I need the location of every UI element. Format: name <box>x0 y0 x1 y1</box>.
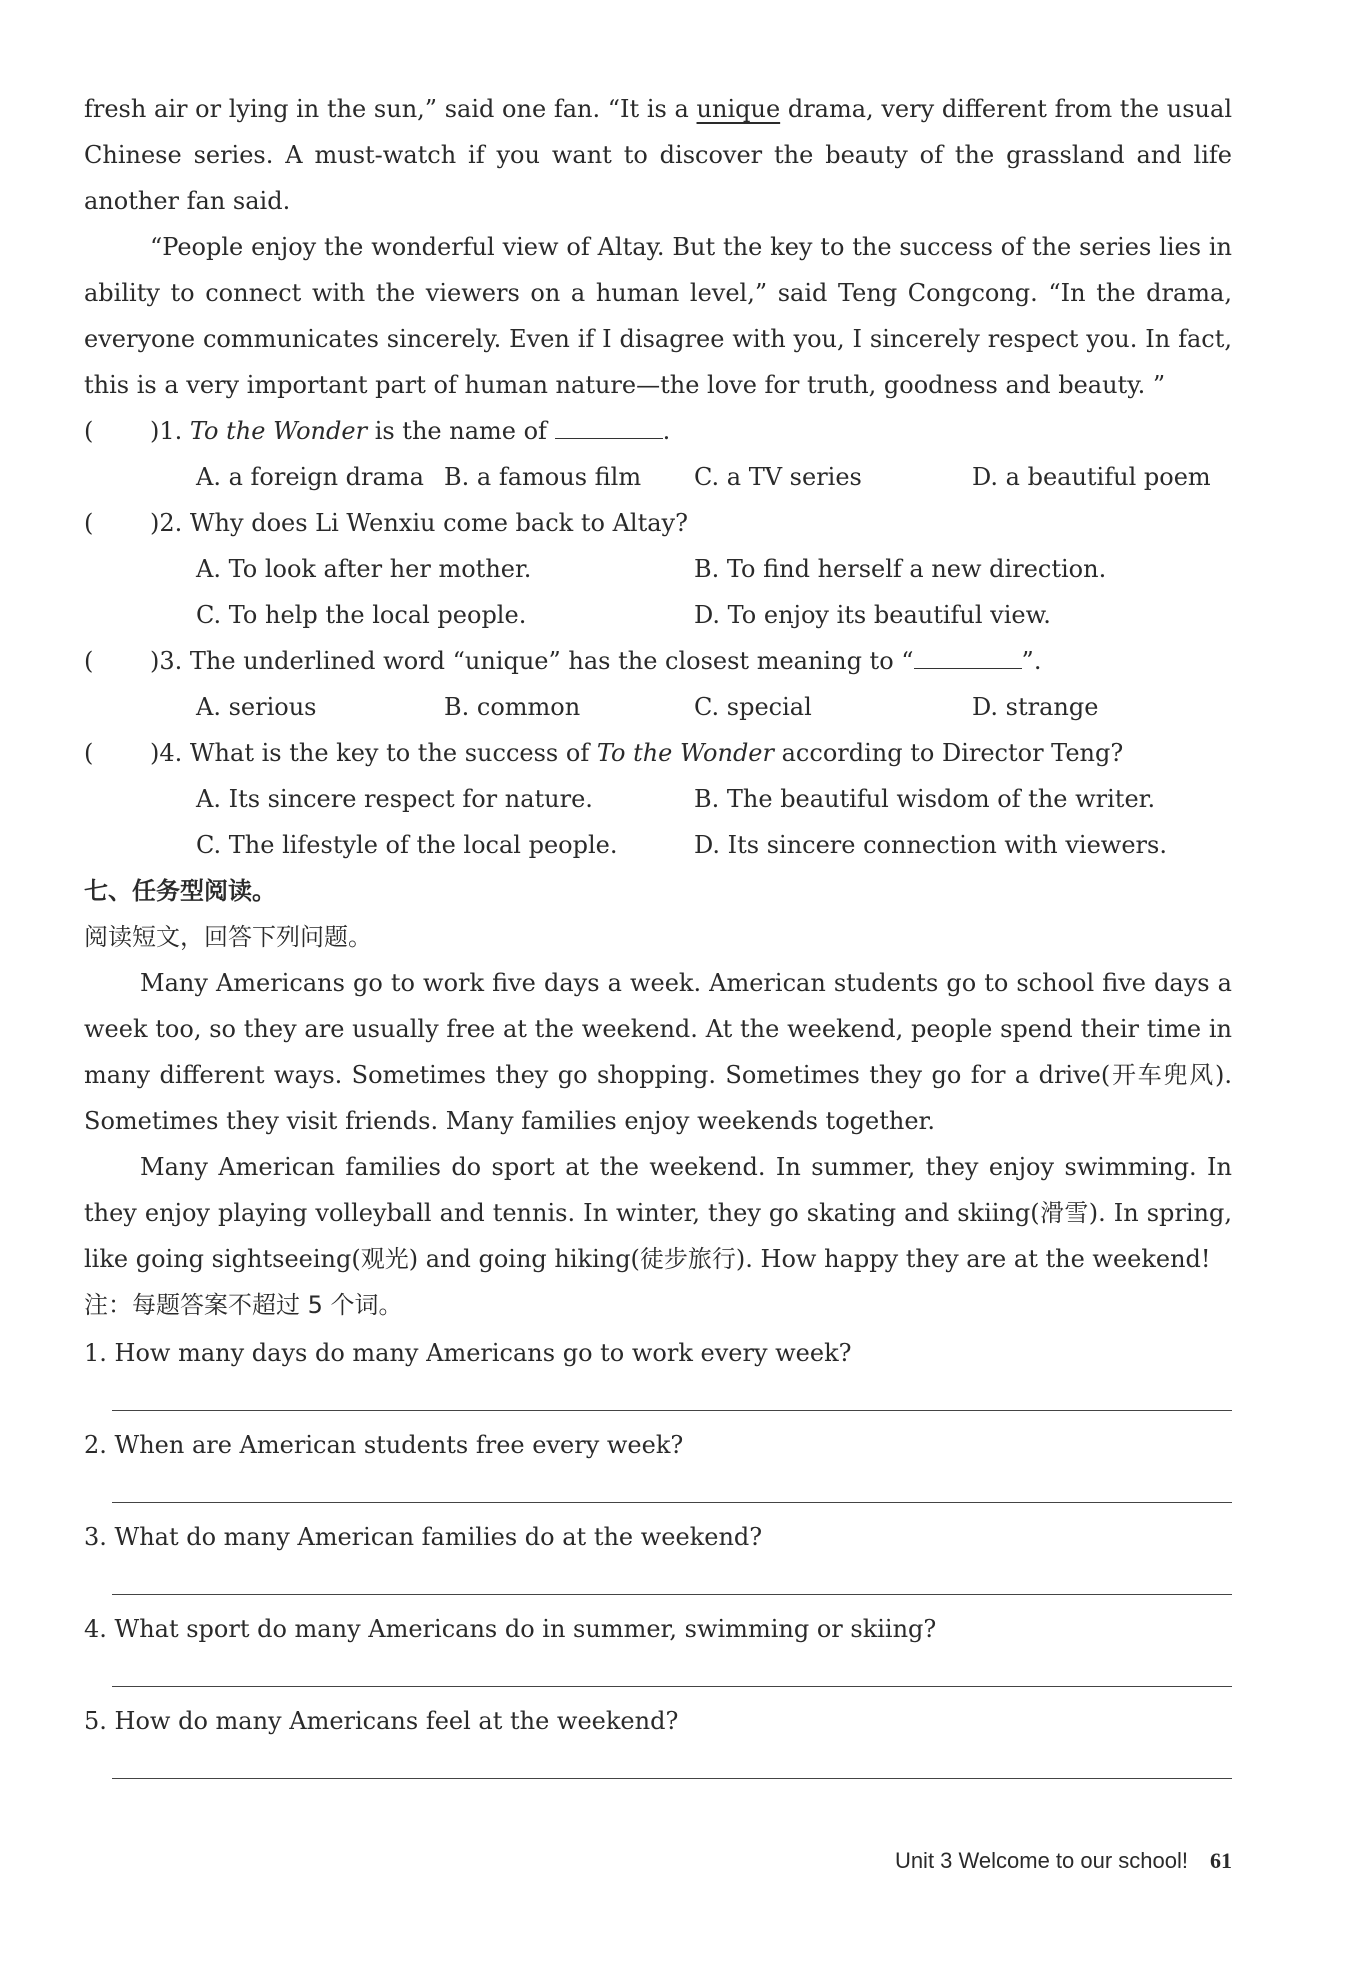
unit-title: Unit 3 Welcome to our school! <box>894 1848 1188 1873</box>
option-a[interactable]: A. serious <box>196 693 317 721</box>
answer-paren[interactable]: ( <box>84 647 94 675</box>
task-question-5: 5. How do many Americans feel at the weekend? <box>84 1707 679 1735</box>
option-c[interactable]: C. a TV series <box>694 463 862 491</box>
answer-paren[interactable]: ( <box>84 739 94 767</box>
task-question-2: 2. When are American students free every week? <box>84 1431 684 1459</box>
page-footer <box>895 1846 1232 1877</box>
option-b[interactable]: B. common <box>444 693 581 721</box>
passage-line: Many Americans go to work five days a week. American students go to school five days a <box>140 969 1232 997</box>
section-heading: 七、任务型阅读。 <box>84 877 276 905</box>
passage-line: week too, so they are usually free at the weekend. At the weekend, people spend their time in <box>84 1015 1232 1043</box>
task-question-1: 1. How many days do many Americans go to work every week? <box>84 1339 852 1367</box>
question-2: )2. Why does Li Wenxiu come back to Altay? <box>150 509 688 537</box>
question-3: )3. The underlined word “unique” has the closest meaning to “ ”. <box>150 647 1042 675</box>
option-a[interactable]: A. Its sincere respect for nature. <box>196 785 593 813</box>
answer-line[interactable] <box>112 1410 1232 1411</box>
option-b[interactable]: B. To find herself a new direction. <box>694 555 1107 583</box>
option-d[interactable]: D. Its sincere connection with viewers. <box>694 831 1167 859</box>
answer-line[interactable] <box>112 1686 1232 1687</box>
answer-line[interactable] <box>112 1778 1232 1779</box>
passage-line: this is a very important part of human nature—the love for truth, goodness and beauty. ” <box>84 371 1166 399</box>
passage-line: everyone communicates sincerely. Even if I disagree with you, I sincerely respect you. In fact, <box>84 325 1232 353</box>
passage-line: like going sightseeing(观光) and going hiking(徒步旅行). How happy they are at the weekend! <box>84 1245 1211 1273</box>
fill-blank[interactable] <box>914 646 1022 669</box>
option-c[interactable]: C. The lifestyle of the local people. <box>196 831 618 859</box>
passage-line: they enjoy playing volleyball and tennis. In winter, they go skating and skiing(滑雪). In spring, <box>84 1199 1232 1227</box>
option-c[interactable]: C. To help the local people. <box>196 601 527 629</box>
option-d[interactable]: D. To enjoy its beautiful view. <box>694 601 1051 629</box>
option-d[interactable]: D. a beautiful poem <box>972 463 1211 491</box>
task-question-3: 3. What do many American families do at the weekend? <box>84 1523 763 1551</box>
answer-paren[interactable]: ( <box>84 417 94 445</box>
answer-line[interactable] <box>112 1502 1232 1503</box>
option-b[interactable]: B. The beautiful wisdom of the writer. <box>694 785 1156 813</box>
passage-line: Chinese series. A must-watch if you want to discover the beauty of the grassland and life <box>84 141 1232 169</box>
section-instruction: 阅读短文，回答下列问题。 <box>84 923 372 951</box>
option-a[interactable]: A. To look after her mother. <box>196 555 532 583</box>
option-d[interactable]: D. strange <box>972 693 1099 721</box>
underlined-word: unique <box>696 95 781 123</box>
question-4: )4. What is the key to the success of To the Wonder according to Director Teng? <box>150 739 1124 767</box>
passage-line: “People enjoy the wonderful view of Altay. But the key to the success of the series lies in <box>150 233 1232 261</box>
task-question-4: 4. What sport do many Americans do in summer, swimming or skiing? <box>84 1615 937 1643</box>
answer-line[interactable] <box>112 1594 1232 1595</box>
option-c[interactable]: C. special <box>694 693 812 721</box>
question-1: )1. To the Wonder is the name of . <box>150 417 671 445</box>
passage-line: ability to connect with the viewers on a human level,” said Teng Congcong. “In the drama, <box>84 279 1232 307</box>
passage-line: another fan said. <box>84 187 291 215</box>
option-a[interactable]: A. a foreign drama <box>196 463 424 491</box>
passage-line: Many American families do sport at the weekend. In summer, they enjoy swimming. In <box>140 1153 1232 1181</box>
fill-blank[interactable] <box>555 416 663 439</box>
passage-line: many different ways. Sometimes they go shopping. Sometimes they go for a drive(开车兜风). <box>84 1061 1232 1089</box>
option-b[interactable]: B. a famous film <box>444 463 642 491</box>
answer-paren[interactable]: ( <box>84 509 94 537</box>
page-number: 61 <box>1210 1848 1232 1873</box>
passage-line: fresh air or lying in the sun,” said one fan. “It is a unique drama, very different from the usual <box>84 95 1232 123</box>
answer-note: 注：每题答案不超过 5 个词。 <box>84 1291 403 1319</box>
passage-line: Sometimes they visit friends. Many families enjoy weekends together. <box>84 1107 935 1135</box>
